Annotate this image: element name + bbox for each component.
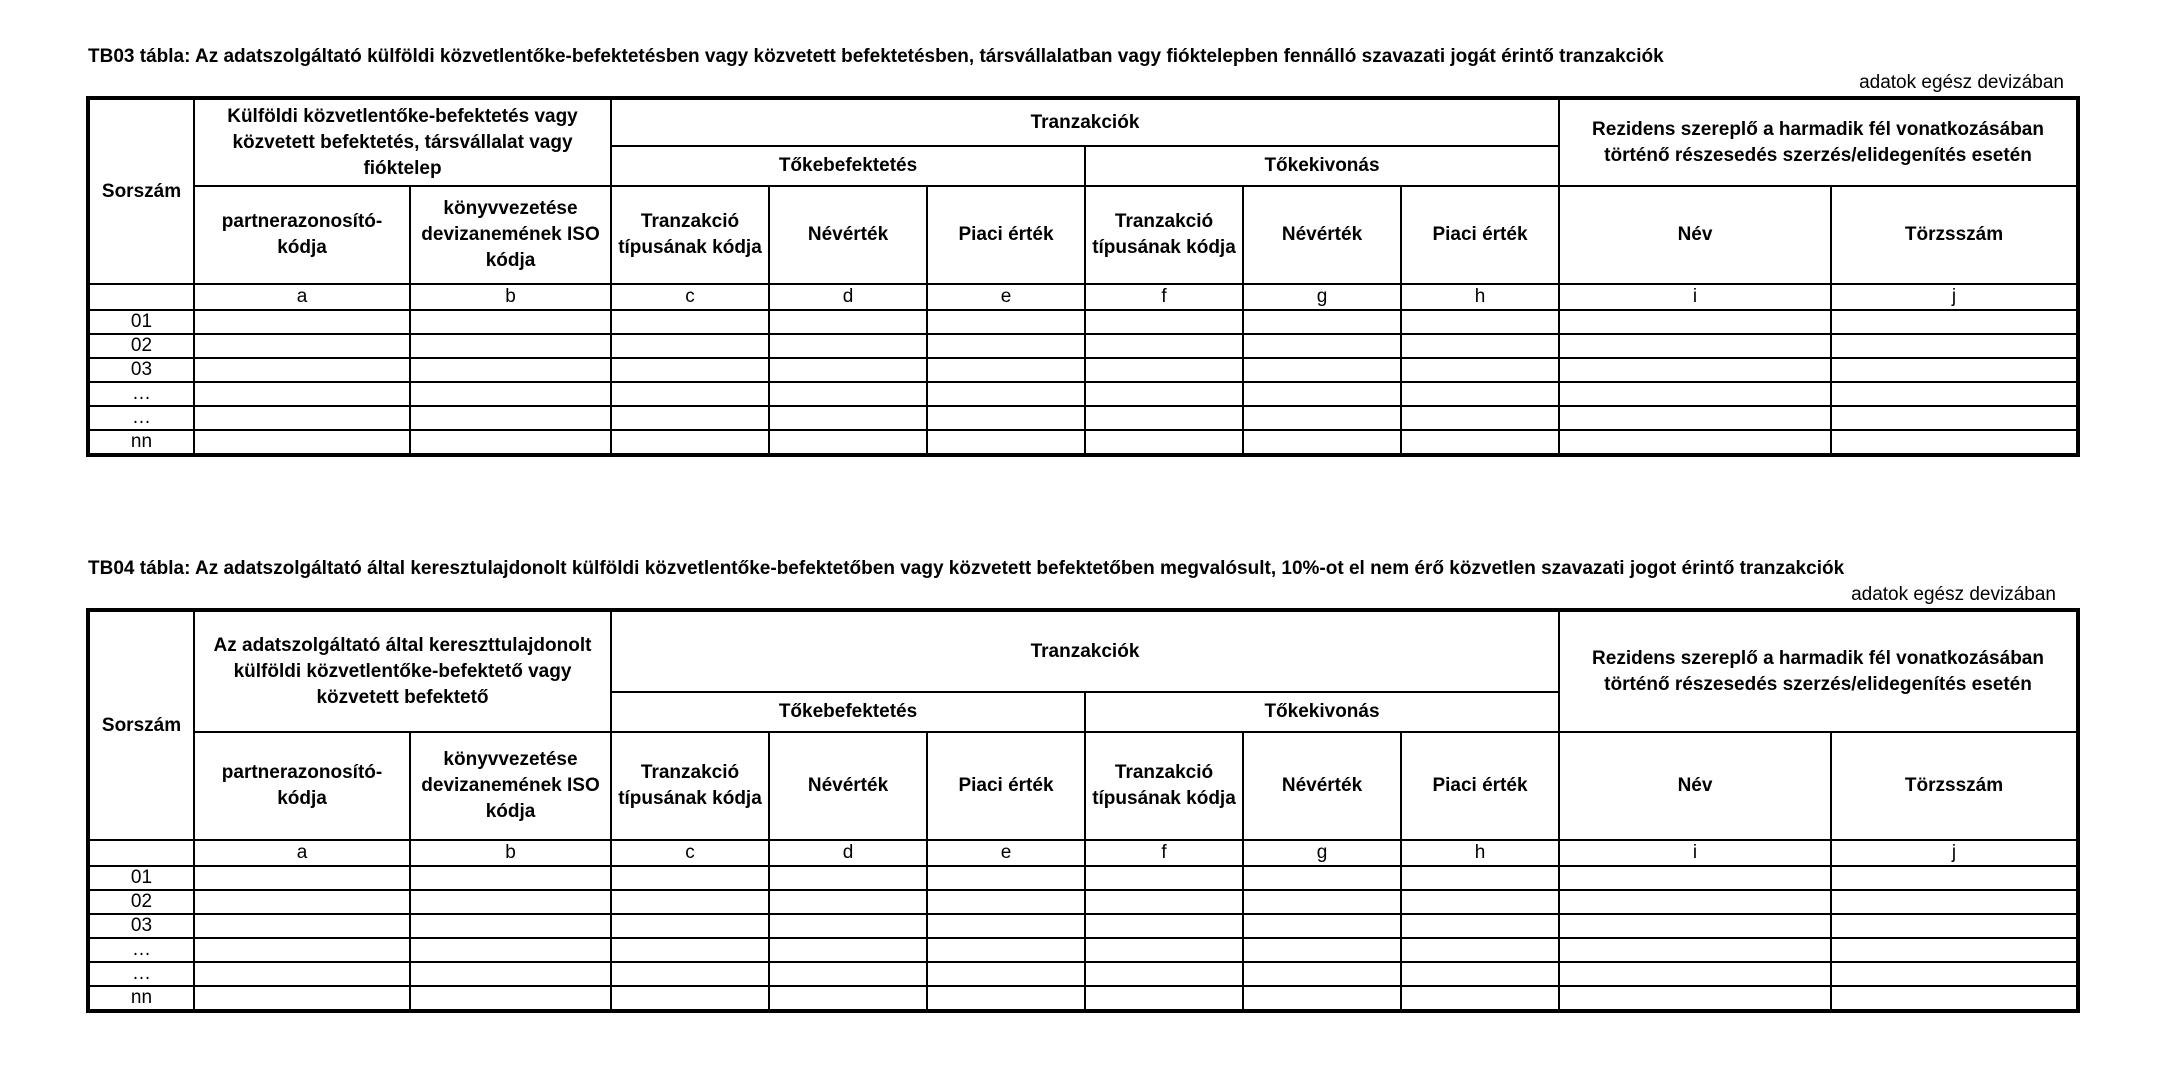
column-letter: a [194, 284, 410, 310]
header-entity-group: Külföldi közvetlentőke-befektetés vagy közvetett befektetés, társvállalat vagy fióktelep [194, 98, 611, 186]
row-number: … [88, 938, 194, 962]
data-cell[interactable] [1401, 986, 1559, 1011]
header-tokebefektetes: Tőkebefektetés [611, 146, 1085, 186]
column-letter: i [1559, 840, 1831, 866]
table-row [88, 914, 2078, 938]
table-row [88, 406, 2078, 430]
column-letter: g [1243, 284, 1401, 310]
table-row [88, 358, 2078, 382]
row-number: 01 [88, 866, 194, 890]
data-cell[interactable] [611, 382, 769, 406]
column-header: Törzsszám [1831, 732, 2078, 840]
data-cell[interactable] [194, 406, 410, 430]
column-header: könyvvezetése devizanemének ISO kódja [410, 732, 611, 840]
data-cell[interactable] [927, 430, 1085, 455]
table-row [88, 382, 2078, 406]
table-row [88, 890, 2078, 914]
data-cell[interactable] [1243, 914, 1401, 938]
data-cell[interactable] [1243, 938, 1401, 962]
data-cell[interactable] [1831, 382, 2078, 406]
data-cell[interactable] [927, 334, 1085, 358]
row-number: nn [88, 986, 194, 1011]
data-cell[interactable] [769, 962, 927, 986]
data-cell[interactable] [410, 986, 611, 1011]
data-cell[interactable] [769, 334, 927, 358]
data-cell[interactable] [1243, 310, 1401, 334]
table-row [88, 938, 2078, 962]
data-cell[interactable] [927, 890, 1085, 914]
data-cell[interactable] [410, 914, 611, 938]
data-cell[interactable] [410, 890, 611, 914]
data-cell[interactable] [194, 334, 410, 358]
data-cell[interactable] [1559, 914, 1831, 938]
data-cell[interactable] [1831, 334, 2078, 358]
data-cell[interactable] [1831, 986, 2078, 1011]
column-header: Névérték [769, 186, 927, 284]
column-header: könyvvezetése devizanemének ISO kódja [410, 186, 611, 284]
table-block-tb03 [86, 44, 2076, 457]
data-cell[interactable] [194, 866, 410, 890]
column-letter: g [1243, 840, 1401, 866]
data-cell[interactable] [410, 430, 611, 455]
header-rezidens: Rezidens szereplő a harmadik fél vonatkozásában történő részesedés szerzés/elidegenítés esetén [1559, 610, 2078, 732]
data-cell[interactable] [194, 358, 410, 382]
data-cell[interactable] [194, 310, 410, 334]
header-sorszam: Sorszám [88, 98, 194, 284]
header-entity-group: Az adatszolgáltató által kereszttulajdonolt külföldi közvetlentőke-befektető vagy közvetett befektető [194, 610, 611, 732]
data-cell[interactable] [1559, 938, 1831, 962]
data-cell[interactable] [1831, 890, 2078, 914]
data-cell[interactable] [1831, 866, 2078, 890]
data-cell[interactable] [1401, 890, 1559, 914]
data-cell[interactable] [927, 986, 1085, 1011]
header-tokekivonas: Tőkekivonás [1085, 692, 1559, 732]
data-cell[interactable] [1401, 962, 1559, 986]
data-cell[interactable] [1243, 986, 1401, 1011]
data-cell[interactable] [769, 986, 927, 1011]
data-cell[interactable] [194, 430, 410, 455]
column-header: partnerazonosító-kódja [194, 732, 410, 840]
column-letter: b [410, 284, 611, 310]
data-cell[interactable] [1559, 334, 1831, 358]
data-cell[interactable] [1401, 938, 1559, 962]
data-cell[interactable] [1831, 914, 2078, 938]
data-cell[interactable] [927, 866, 1085, 890]
column-letter: a [194, 840, 410, 866]
table-block-tb04 [86, 556, 2076, 1013]
data-cell[interactable] [410, 382, 611, 406]
data-cell[interactable] [410, 334, 611, 358]
data-cell[interactable] [1559, 962, 1831, 986]
column-letter: e [927, 284, 1085, 310]
column-letter: b [410, 840, 611, 866]
data-cell[interactable] [611, 962, 769, 986]
column-header: Törzsszám [1831, 186, 2078, 284]
data-cell[interactable] [1831, 430, 2078, 455]
data-cell[interactable] [611, 866, 769, 890]
data-cell[interactable] [611, 986, 769, 1011]
data-cell[interactable] [194, 938, 410, 962]
data-cell[interactable] [1401, 358, 1559, 382]
data-cell[interactable] [410, 358, 611, 382]
column-letter: c [611, 284, 769, 310]
table-row [88, 334, 2078, 358]
data-cell[interactable] [1559, 382, 1831, 406]
data-cell[interactable] [1085, 358, 1243, 382]
data-cell[interactable] [1401, 310, 1559, 334]
data-cell[interactable] [611, 938, 769, 962]
data-cell[interactable] [1559, 358, 1831, 382]
column-header: Piaci érték [1401, 186, 1559, 284]
data-cell[interactable] [1085, 334, 1243, 358]
letter-cell-empty [88, 284, 194, 310]
column-letter: i [1559, 284, 1831, 310]
header-rezidens: Rezidens szereplő a harmadik fél vonatkozásában történő részesedés szerzés/elidegenítés esetén [1559, 98, 2078, 186]
data-cell[interactable] [1085, 986, 1243, 1011]
column-letter: h [1401, 840, 1559, 866]
data-cell[interactable] [1243, 866, 1401, 890]
column-letter: d [769, 284, 927, 310]
data-cell[interactable] [611, 406, 769, 430]
column-header: Tranzakció típusának kódja [1085, 186, 1243, 284]
data-cell[interactable] [1559, 406, 1831, 430]
data-cell[interactable] [1243, 962, 1401, 986]
letter-cell-empty [88, 840, 194, 866]
data-cell[interactable] [769, 382, 927, 406]
data-cell[interactable] [927, 914, 1085, 938]
row-number: 03 [88, 358, 194, 382]
data-cell[interactable] [927, 938, 1085, 962]
data-cell[interactable] [1559, 310, 1831, 334]
data-cell[interactable] [927, 382, 1085, 406]
data-cell[interactable] [410, 938, 611, 962]
data-cell[interactable] [769, 430, 927, 455]
data-cell[interactable] [1085, 310, 1243, 334]
data-cell[interactable] [1559, 866, 1831, 890]
data-cell[interactable] [410, 866, 611, 890]
row-number: 03 [88, 914, 194, 938]
table-title: TB03 tábla: Az adatszolgáltató külföldi közvetlentőke-befektetésben vagy közvetett befektetésben, társvállalatban vagy fióktelepben fennálló szavazati jogát érintő tranzakciók [88, 46, 1664, 67]
data-cell[interactable] [1085, 382, 1243, 406]
column-header: Piaci érték [1401, 732, 1559, 840]
data-table-tb04 [86, 608, 2080, 1013]
data-cell[interactable] [769, 914, 927, 938]
data-cell[interactable] [1085, 962, 1243, 986]
data-cell[interactable] [1243, 382, 1401, 406]
data-cell[interactable] [410, 962, 611, 986]
column-header: Név [1559, 732, 1831, 840]
table-row [88, 866, 2078, 890]
data-cell[interactable] [769, 310, 927, 334]
row-number: 01 [88, 310, 194, 334]
data-cell[interactable] [1401, 914, 1559, 938]
column-header: Tranzakció típusának kódja [611, 186, 769, 284]
data-cell[interactable] [1401, 406, 1559, 430]
data-cell[interactable] [611, 430, 769, 455]
data-cell[interactable] [769, 938, 927, 962]
units-note: adatok egész devizában [1859, 72, 2064, 93]
data-cell[interactable] [1831, 962, 2078, 986]
table-row [88, 310, 2078, 334]
column-header: Tranzakció típusának kódja [1085, 732, 1243, 840]
column-header: Tranzakció típusának kódja [611, 732, 769, 840]
data-cell[interactable] [927, 358, 1085, 382]
column-header: Piaci érték [927, 186, 1085, 284]
data-cell[interactable] [1085, 890, 1243, 914]
data-cell[interactable] [410, 406, 611, 430]
column-letter: f [1085, 284, 1243, 310]
data-cell[interactable] [1559, 986, 1831, 1011]
data-cell[interactable] [769, 890, 927, 914]
data-cell[interactable] [1401, 334, 1559, 358]
row-number: … [88, 382, 194, 406]
table-row [88, 962, 2078, 986]
data-cell[interactable] [1559, 430, 1831, 455]
data-cell[interactable] [1401, 866, 1559, 890]
data-cell[interactable] [1085, 914, 1243, 938]
header-tokebefektetes: Tőkebefektetés [611, 692, 1085, 732]
data-cell[interactable] [611, 914, 769, 938]
table-row [88, 986, 2078, 1011]
data-cell[interactable] [1085, 938, 1243, 962]
data-cell[interactable] [1401, 430, 1559, 455]
row-number: … [88, 962, 194, 986]
header-tranzakciok: Tranzakciók [611, 610, 1559, 692]
column-letter: f [1085, 840, 1243, 866]
data-cell[interactable] [1831, 938, 2078, 962]
table-title: TB04 tábla: Az adatszolgáltató által keresztulajdonolt külföldi közvetlentőke-befektetőben vagy közvetett befektetőben megvalósult, 10%-ot el nem érő közvetlen szavazati jogot érintő tranzakciók [88, 558, 1845, 579]
data-cell[interactable] [1831, 310, 2078, 334]
column-letter: j [1831, 284, 2078, 310]
data-cell[interactable] [1559, 890, 1831, 914]
data-cell[interactable] [194, 914, 410, 938]
data-cell[interactable] [611, 358, 769, 382]
data-cell[interactable] [1243, 358, 1401, 382]
data-cell[interactable] [1085, 866, 1243, 890]
column-header: Névérték [1243, 732, 1401, 840]
data-cell[interactable] [410, 310, 611, 334]
table-row [88, 430, 2078, 455]
data-cell[interactable] [1831, 406, 2078, 430]
data-cell[interactable] [1243, 406, 1401, 430]
header-tranzakciok: Tranzakciók [611, 98, 1559, 146]
column-header: partnerazonosító-kódja [194, 186, 410, 284]
data-cell[interactable] [611, 890, 769, 914]
column-letter: c [611, 840, 769, 866]
header-sorszam: Sorszám [88, 610, 194, 840]
data-cell[interactable] [1085, 406, 1243, 430]
row-number: 02 [88, 334, 194, 358]
data-cell[interactable] [194, 890, 410, 914]
row-number: nn [88, 430, 194, 455]
data-cell[interactable] [194, 382, 410, 406]
data-cell[interactable] [927, 406, 1085, 430]
row-number: 02 [88, 890, 194, 914]
column-header: Névérték [769, 732, 927, 840]
column-letter: e [927, 840, 1085, 866]
data-cell[interactable] [1243, 890, 1401, 914]
data-cell[interactable] [611, 310, 769, 334]
data-cell[interactable] [1831, 358, 2078, 382]
column-header: Piaci érték [927, 732, 1085, 840]
data-cell[interactable] [769, 866, 927, 890]
data-cell[interactable] [611, 334, 769, 358]
data-cell[interactable] [194, 986, 410, 1011]
column-letter: j [1831, 840, 2078, 866]
data-cell[interactable] [927, 962, 1085, 986]
column-letter: d [769, 840, 927, 866]
data-cell[interactable] [1243, 430, 1401, 455]
data-cell[interactable] [1401, 382, 1559, 406]
column-letter: h [1401, 284, 1559, 310]
units-note: adatok egész devizában [1851, 584, 2056, 605]
header-tokekivonas: Tőkekivonás [1085, 146, 1559, 186]
data-cell[interactable] [1085, 430, 1243, 455]
data-cell[interactable] [194, 962, 410, 986]
data-cell[interactable] [769, 358, 927, 382]
data-cell[interactable] [1243, 334, 1401, 358]
data-cell[interactable] [927, 310, 1085, 334]
column-header: Név [1559, 186, 1831, 284]
row-number: … [88, 406, 194, 430]
column-header: Névérték [1243, 186, 1401, 284]
data-cell[interactable] [769, 406, 927, 430]
data-table-tb03 [86, 96, 2080, 457]
